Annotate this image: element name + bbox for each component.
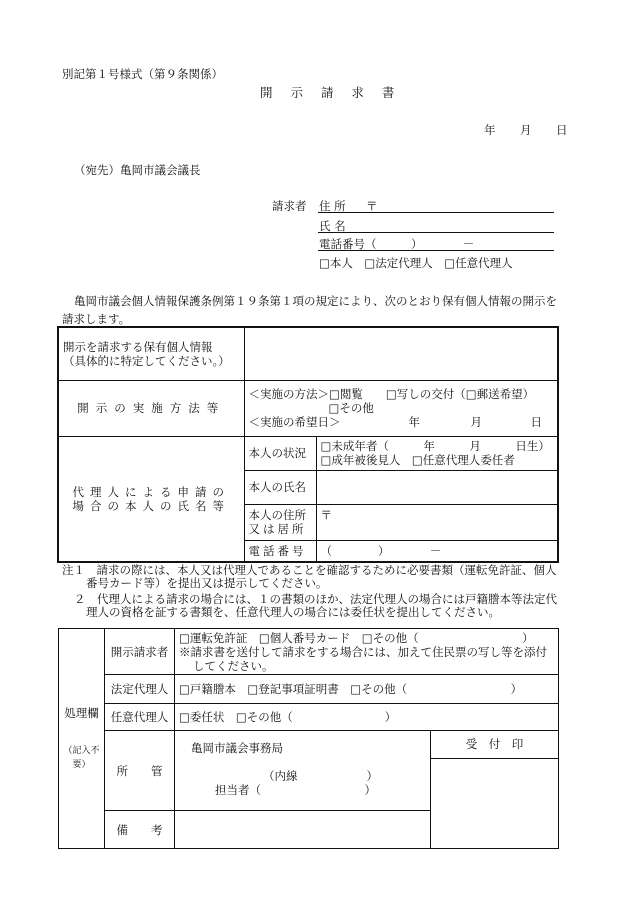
requester-options[interactable]: □本人 □法定代理人 □任意代理人 — [319, 256, 513, 270]
receipt-stamp-area — [431, 731, 559, 849]
office-label: 所 管 — [105, 731, 175, 811]
legal-agent-label: 法定代理人 — [105, 675, 175, 704]
principal-name-label: 本人の氏名 — [244, 470, 316, 504]
name-underline — [318, 232, 554, 233]
receipt-stamp-label: 受 付 印 — [431, 731, 558, 759]
processing-column-label: 処理欄 （記入不要） — [59, 629, 105, 849]
principal-name-field[interactable] — [316, 470, 558, 504]
name-label: 氏 名 — [319, 219, 346, 233]
requested-info-label: 開示を請求する保有個人情報 （具体的に特定してください。） — [58, 327, 244, 380]
disclosure-method-label: 開示の実施方法等 — [58, 380, 244, 436]
phone-underline — [318, 250, 554, 251]
requester-docs-label: 開示請求者 — [105, 629, 175, 675]
date-month: 月 — [520, 123, 532, 137]
form-number: 別記第１号様式（第９条関係） — [62, 67, 223, 81]
requester-docs-field[interactable]: □運転免許証 □個人番号カード □その他（ ） ※請求書を送付して請求をする場合には、加えて住民票の写し等を添付 してください。 — [175, 629, 559, 675]
principal-status-label: 本人の状況 — [244, 436, 316, 470]
phone-label: 電話番号（ ） － — [319, 237, 475, 251]
intro-line-1: 亀岡市議会個人情報保護条例第１９条第１項の規定により、次のとおり保有個人情報の開示を — [74, 294, 557, 308]
note-1-line-2: 番号カード等）を提出又は提示してください。 — [86, 576, 328, 590]
office-field: 亀岡市議会事務局 （内線 ） 担当者（ ） — [175, 731, 431, 811]
principal-address-field[interactable]: 〒 — [316, 504, 558, 540]
processing-table — [58, 628, 559, 849]
requested-info-field[interactable] — [244, 327, 558, 380]
disclosure-method-field[interactable]: ＜実施の方法＞□閲覧 □写しの交付（□郵送希望） □その他 ＜実施の希望日＞ 年 月 日 — [244, 380, 558, 436]
intro-line-2: 請求します。 — [62, 312, 131, 326]
legal-agent-field[interactable]: □戸籍謄本 □登記事項証明書 □その他（ ） — [175, 675, 559, 704]
date-day: 日 — [556, 123, 568, 137]
address-postal-mark: 〒 — [366, 199, 378, 213]
date-year: 年 — [484, 123, 496, 137]
remarks-field[interactable] — [175, 811, 431, 849]
voluntary-agent-field[interactable]: □委任状 □その他（ ） — [175, 704, 559, 731]
principal-phone-label: 電話番号 — [244, 540, 316, 562]
address-label: 住 所 — [319, 199, 346, 213]
remarks-label: 備 考 — [105, 811, 175, 849]
request-table — [57, 326, 559, 563]
note-2-line-1: ２ 代理人による請求の場合には、１の書類のほか、法定代理人の場合には戸籍謄本等法定代 — [74, 592, 557, 606]
page-title: 開 示 請 求 書 — [260, 85, 402, 100]
note-2-line-2: 理人の資格を証する書類を、任意代理人の場合には委任状を提出してください。 — [86, 605, 500, 619]
agent-applicant-label: 代理人による申請の 場合の本人の氏名等 — [58, 436, 244, 562]
requester-label: 請求者 — [272, 199, 307, 213]
principal-phone-field[interactable]: （ ） － — [316, 540, 558, 562]
addressee: （宛先）亀岡市議会議長 — [74, 163, 201, 177]
principal-status-field[interactable]: □未成年者（ 年 月 日生） □成年被後見人 □任意代理人委任者 — [316, 436, 558, 470]
principal-address-label: 本人の住所 又は居所 — [244, 504, 316, 540]
voluntary-agent-label: 任意代理人 — [105, 704, 175, 731]
address-underline — [318, 212, 554, 213]
note-1-line-1: 注１ 請求の際には、本人又は代理人であることを確認するために必要書類（運転免許証、個人 — [62, 563, 557, 577]
